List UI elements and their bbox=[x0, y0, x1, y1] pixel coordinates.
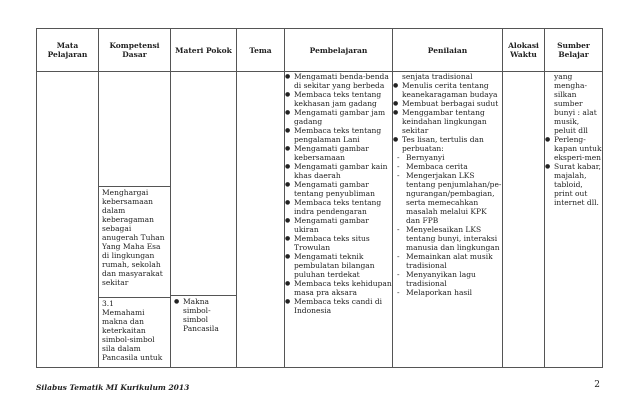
cell-alokasi-waktu bbox=[503, 72, 545, 368]
pembelajaran-item: ● Mengamati gambar ukiran bbox=[285, 216, 392, 234]
cell-penilaian bbox=[393, 72, 503, 368]
content-row bbox=[37, 72, 603, 368]
penilaian-sub-item: - Melaporkan hasil bbox=[397, 288, 502, 297]
penilaian-sub-item: - Mengerjakan LKS tentang penjumlahan/pe-ngurangan/pembagian, serta memecahkan masalah melalui KPK dan FPB bbox=[397, 171, 502, 225]
penilaian-sub-list bbox=[393, 153, 502, 297]
header-mata-pelajaran: Mata Pelajaran bbox=[37, 29, 99, 72]
cell-tema bbox=[237, 72, 285, 368]
pembelajaran-item: ● Mengamati gambar kain khas daerah bbox=[285, 162, 392, 180]
penilaian-item: ● Tes lisan, tertulis dan perbuatan: bbox=[393, 135, 502, 153]
pembelajaran-item: ● Mengamati teknik pembulatan bilangan puluhan terdekat bbox=[285, 252, 392, 279]
header-alokasi-waktu: Alokasi Waktu bbox=[503, 29, 545, 72]
header-tema: Tema bbox=[237, 29, 285, 72]
kd-number: 3.1 bbox=[102, 299, 114, 308]
pembelajaran-item: ● Membaca teks tentang pengalaman Lani bbox=[285, 126, 392, 144]
header-sumber-belajar: Sumber Belajar bbox=[545, 29, 603, 72]
header-materi-pokok: Materi Pokok bbox=[171, 29, 237, 72]
cell-materi-pokok bbox=[171, 72, 237, 368]
pembelajaran-item: ● Mengamati gambar kebersamaan bbox=[285, 144, 392, 162]
pembelajaran-item: ● Membaca teks kehidupan masa pra aksara bbox=[285, 279, 392, 297]
sumber-item: ● Perleng-kapan untuk eksperi-men bbox=[545, 135, 602, 162]
penilaian-sub-item: - Memainkan alat musik tradisional bbox=[397, 252, 502, 270]
pembelajaran-item: ● Membaca teks candi di Indonesia bbox=[285, 297, 392, 315]
sumber-item: ● Surat kabar, majalah, tabloid, print out internet dll. bbox=[545, 162, 602, 207]
penilaian-item: ● Menulis cerita tentang keanekaragaman budaya bbox=[393, 81, 502, 99]
penilaian-list bbox=[393, 81, 502, 153]
sumber-list bbox=[545, 135, 602, 207]
materi-item bbox=[171, 295, 236, 334]
pembelajaran-list bbox=[285, 72, 392, 315]
kd-memahami: Memahami makna dan keterkaitan simbol-simbol sila dalam Pancasila untuk bbox=[102, 308, 163, 362]
kd-3-1 bbox=[99, 297, 170, 363]
pembelajaran-item: ● Membaca teks tentang kekhasan jam gadang bbox=[285, 90, 392, 108]
materi-makna-simbol: ● Makna simbol-simbol Pancasila bbox=[174, 297, 233, 333]
pembelajaran-item: ● Mengamati benda-benda di sekitar yang berbeda bbox=[285, 72, 392, 90]
penilaian-sub-item: - Menyelesaikan LKS tentang bunyi, interaksi manusia dan lingkungan bbox=[397, 225, 502, 252]
syllabus-table bbox=[36, 28, 603, 368]
cell-kompetensi-dasar bbox=[99, 72, 171, 368]
pembelajaran-item: ● Mengamati gambar tentang penyubliman bbox=[285, 180, 392, 198]
cell-sumber-belajar bbox=[545, 72, 603, 368]
pembelajaran-item: ● Mengamati gambar jam gadang bbox=[285, 108, 392, 126]
header-kompetensi-dasar: Kompetensi Dasar bbox=[99, 29, 171, 72]
pembelajaran-item: ● Membaca teks tentang indra pendengaran bbox=[285, 198, 392, 216]
cell-pembelajaran bbox=[285, 72, 393, 368]
penilaian-sub-item: - Membaca cerita bbox=[397, 162, 502, 171]
footer-title: Silabus Tematik MI Kurikulum 2013 bbox=[36, 383, 190, 392]
sumber-continuation: yang mengha-silkan sumber bunyi : alat musik, peluit dll bbox=[554, 72, 597, 135]
penilaian-item: ● Menggambar tentang keindahan lingkungan sekitar bbox=[393, 108, 502, 135]
cell-mata-pelajaran bbox=[37, 72, 99, 368]
penilaian-continuation: senjata tradisional bbox=[402, 72, 473, 81]
kd-menghargai: Menghargai kebersamaan dalam keberagaman sebagai anugerah Tuhan Yang Maha Esa di lingkungan rumah, sekolah dan masyarakat sekitar bbox=[99, 186, 170, 297]
header-pembelajaran: Pembelajaran bbox=[285, 29, 393, 72]
header-penilaian: Penilaian bbox=[393, 29, 503, 72]
header-row bbox=[37, 29, 603, 72]
penilaian-item: ● Membuat berbagai sudut bbox=[393, 99, 502, 108]
pembelajaran-item: ● Membaca teks situs Trowulan bbox=[285, 234, 392, 252]
page-number: 2 bbox=[594, 380, 600, 390]
penilaian-sub-item: - Bernyanyi bbox=[397, 153, 502, 162]
penilaian-sub-item: - Menyanyikan lagu tradisional bbox=[397, 270, 502, 288]
